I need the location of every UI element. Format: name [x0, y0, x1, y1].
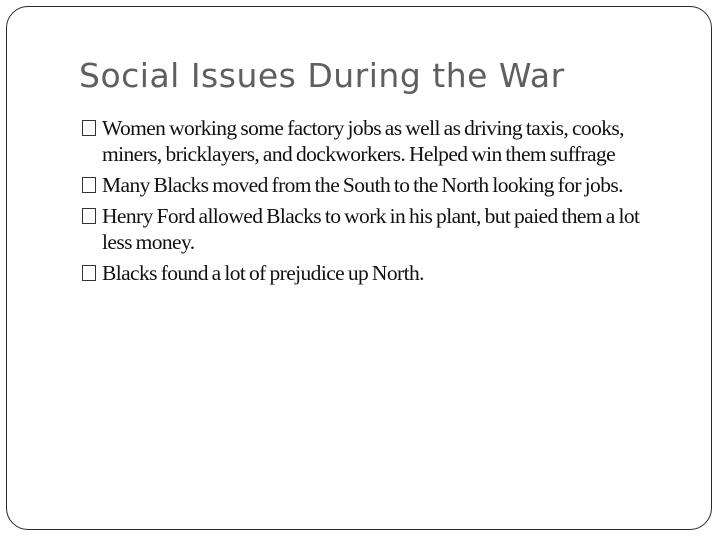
- missing-glyph-box-icon: [82, 265, 96, 281]
- bullet-item: [80, 172, 670, 198]
- bullet-text: Many Blacks moved from the South to the North looking for jobs.: [102, 173, 623, 197]
- missing-glyph-box-icon: [82, 208, 96, 224]
- bullet-item: [80, 260, 670, 286]
- missing-glyph-box-icon: [82, 120, 96, 136]
- bullet-text: Henry Ford allowed Blacks to work in his plant, but paied them a lot less money.: [102, 204, 640, 254]
- bullet-text: Women working some factory jobs as well as driving taxis, cooks, miners, bricklayers, and dockworkers. Helped win them suffrage: [102, 116, 624, 166]
- slide-title: Social Issues During the War: [79, 56, 565, 95]
- missing-glyph-box-icon: [82, 177, 96, 193]
- bullet-list: [80, 115, 670, 291]
- bullet-item: [80, 115, 670, 167]
- bullet-text: Blacks found a lot of prejudice up North.: [102, 261, 424, 285]
- bullet-item: [80, 203, 670, 255]
